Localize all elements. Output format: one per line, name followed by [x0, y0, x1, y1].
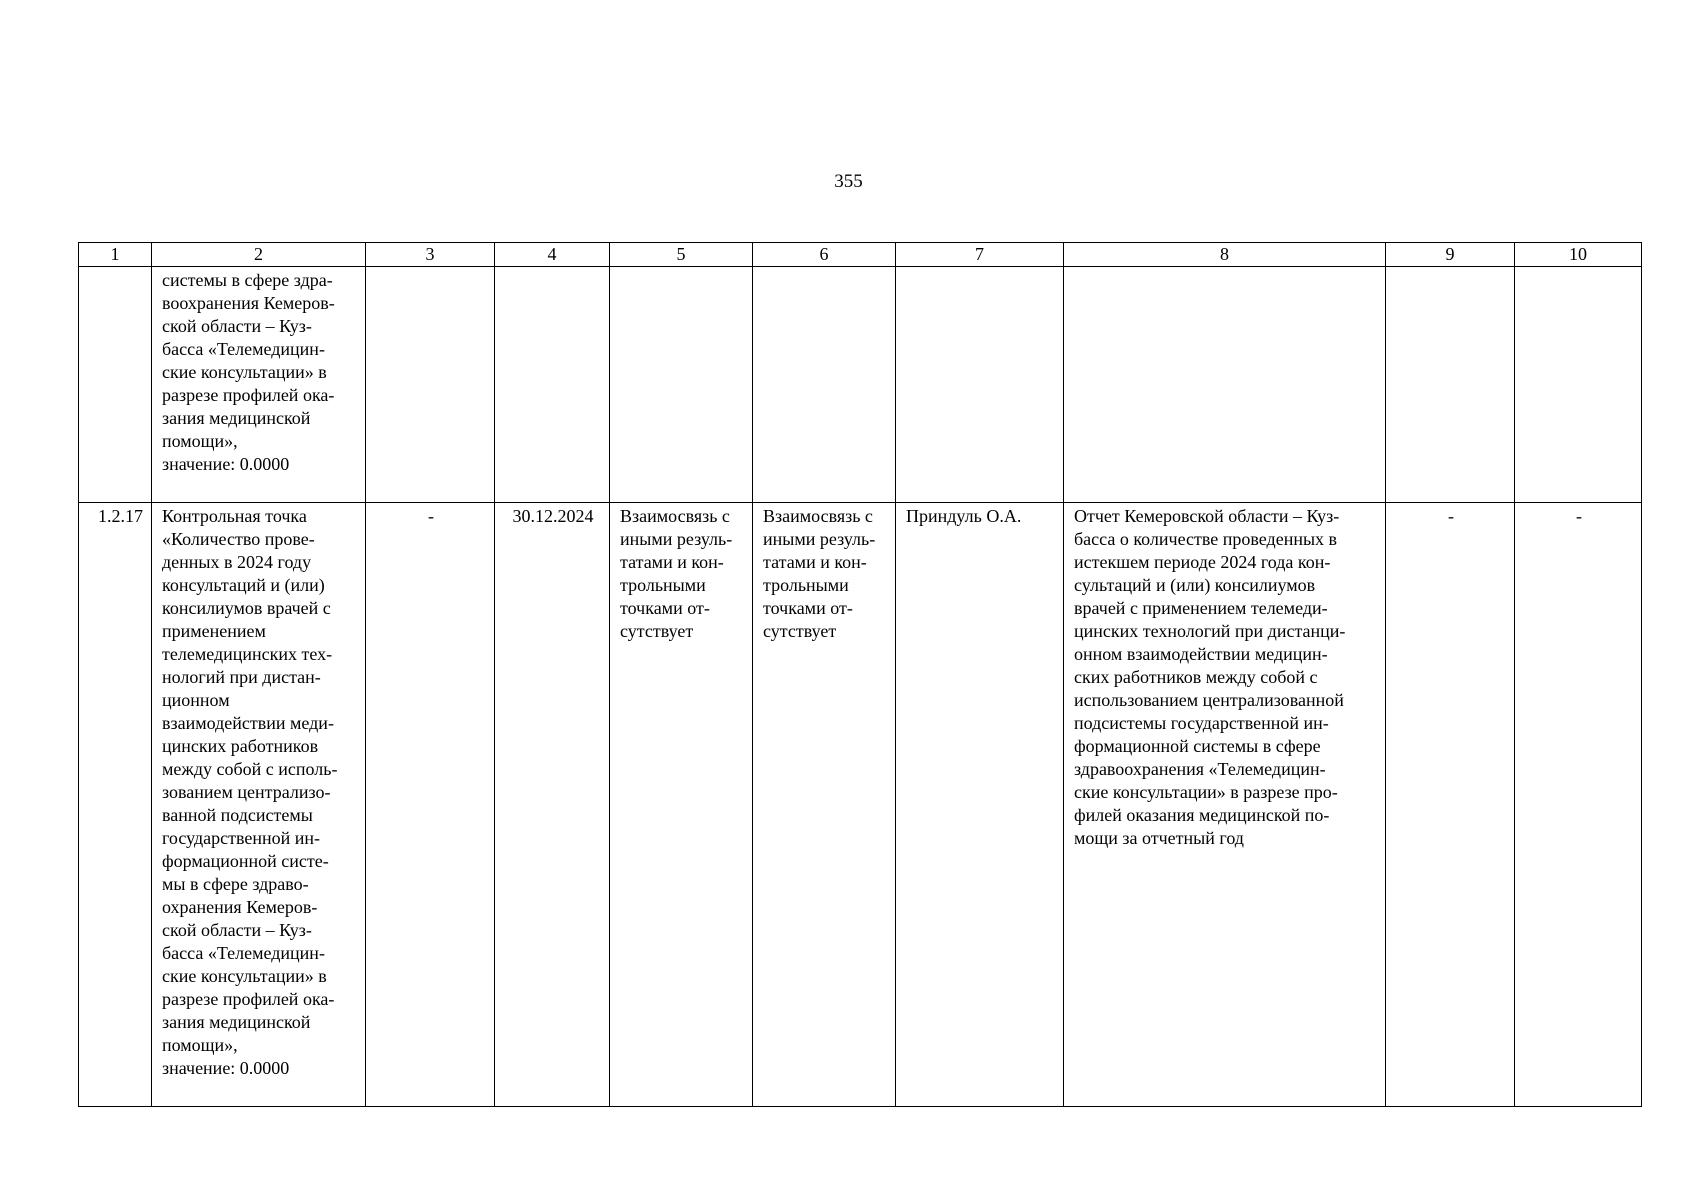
header-col-5: 5	[610, 243, 753, 267]
header-col-4: 4	[495, 243, 610, 267]
row-number	[79, 503, 152, 1107]
cell-col-1	[79, 267, 152, 503]
header-col-9: 9	[1386, 243, 1515, 267]
relation-cell-6	[753, 503, 896, 1107]
header-col-10: 10	[1515, 243, 1642, 267]
checkpoint-description: Контрольная точка «Количество прове- денных в 2024 году консультаций и (или) консилиумов врачей с применением телемедицинских тех- нологий при дистан- ционном взаимодействии меди- цинских работников между собой с исполь- зованием централизо- ванной подсистемы государственной ин- формационной систе- мы в сфере здраво- охранения Кемеров- ской области – Куз- басса «Телемедицин- ские консультации» в разрезе профилей ока- зания медицинской помощи», значение: 0.0000	[162, 506, 338, 1078]
header-col-1: 1	[79, 243, 152, 267]
continuation-description: системы в сфере здра- воохранения Кемеров- ской области – Куз- басса «Телемедицин- ские консультации» в разрезе профилей ока- зания медицинской помощи», значение: 0.0000	[162, 270, 335, 474]
cell-col-2	[152, 267, 366, 503]
col-3-cell	[366, 503, 495, 1107]
header-row	[79, 243, 1642, 267]
relation-text-5: Взаимосвязь с иными резуль- татами и кон- трольными точками от- сутствует	[620, 506, 733, 641]
cell-col-10	[1515, 267, 1642, 503]
col-9-value: -	[1448, 506, 1454, 526]
relation-cell-5	[610, 503, 753, 1107]
cell-col-8	[1064, 267, 1386, 503]
table-row-continuation	[79, 267, 1642, 503]
checkpoint-description-cell	[152, 503, 366, 1107]
cell-col-6	[753, 267, 896, 503]
cell-col-4	[495, 267, 610, 503]
header-col-8: 8	[1064, 243, 1386, 267]
cell-col-5	[610, 267, 753, 503]
report-description: Отчет Кемеровской области – Куз- басса о количестве проведенных в истекшем периоде 2024 года кон- сультаций и (или) консилиумов врачей с применением телемеди- цинских технологий при дистанци- онном взаимодействии медицин- ских работников между собой с использованием централизованной подсистемы государственной ин- формационной системы в сфере здравоохранения «Телемедицин- ские консультации» в разрезе про- филей оказания медицинской по- мощи за отчетный год	[1074, 506, 1346, 848]
table-row-1-2-17	[79, 503, 1642, 1107]
header-col-3: 3	[366, 243, 495, 267]
cell-col-7	[896, 267, 1064, 503]
report-cell	[1064, 503, 1386, 1107]
header-col-7: 7	[896, 243, 1064, 267]
col-3-value: -	[428, 506, 434, 526]
plan-table	[78, 242, 1642, 1107]
cell-col-9	[1386, 267, 1515, 503]
page-number: 355	[834, 171, 863, 192]
col-9-cell	[1386, 503, 1515, 1107]
responsible-cell	[896, 503, 1064, 1107]
col-10-value: -	[1576, 506, 1582, 526]
responsible-person: Приндуль О.А.	[906, 506, 1022, 526]
header-col-6: 6	[753, 243, 896, 267]
row-number-text: 1.2.17	[98, 506, 143, 526]
relation-text-6: Взаимосвязь с иными резуль- татами и кон- трольными точками от- сутствует	[763, 506, 876, 641]
due-date: 30.12.2024	[512, 506, 594, 526]
due-date-cell	[495, 503, 610, 1107]
col-10-cell	[1515, 503, 1642, 1107]
header-col-2: 2	[152, 243, 366, 267]
cell-col-3	[366, 267, 495, 503]
